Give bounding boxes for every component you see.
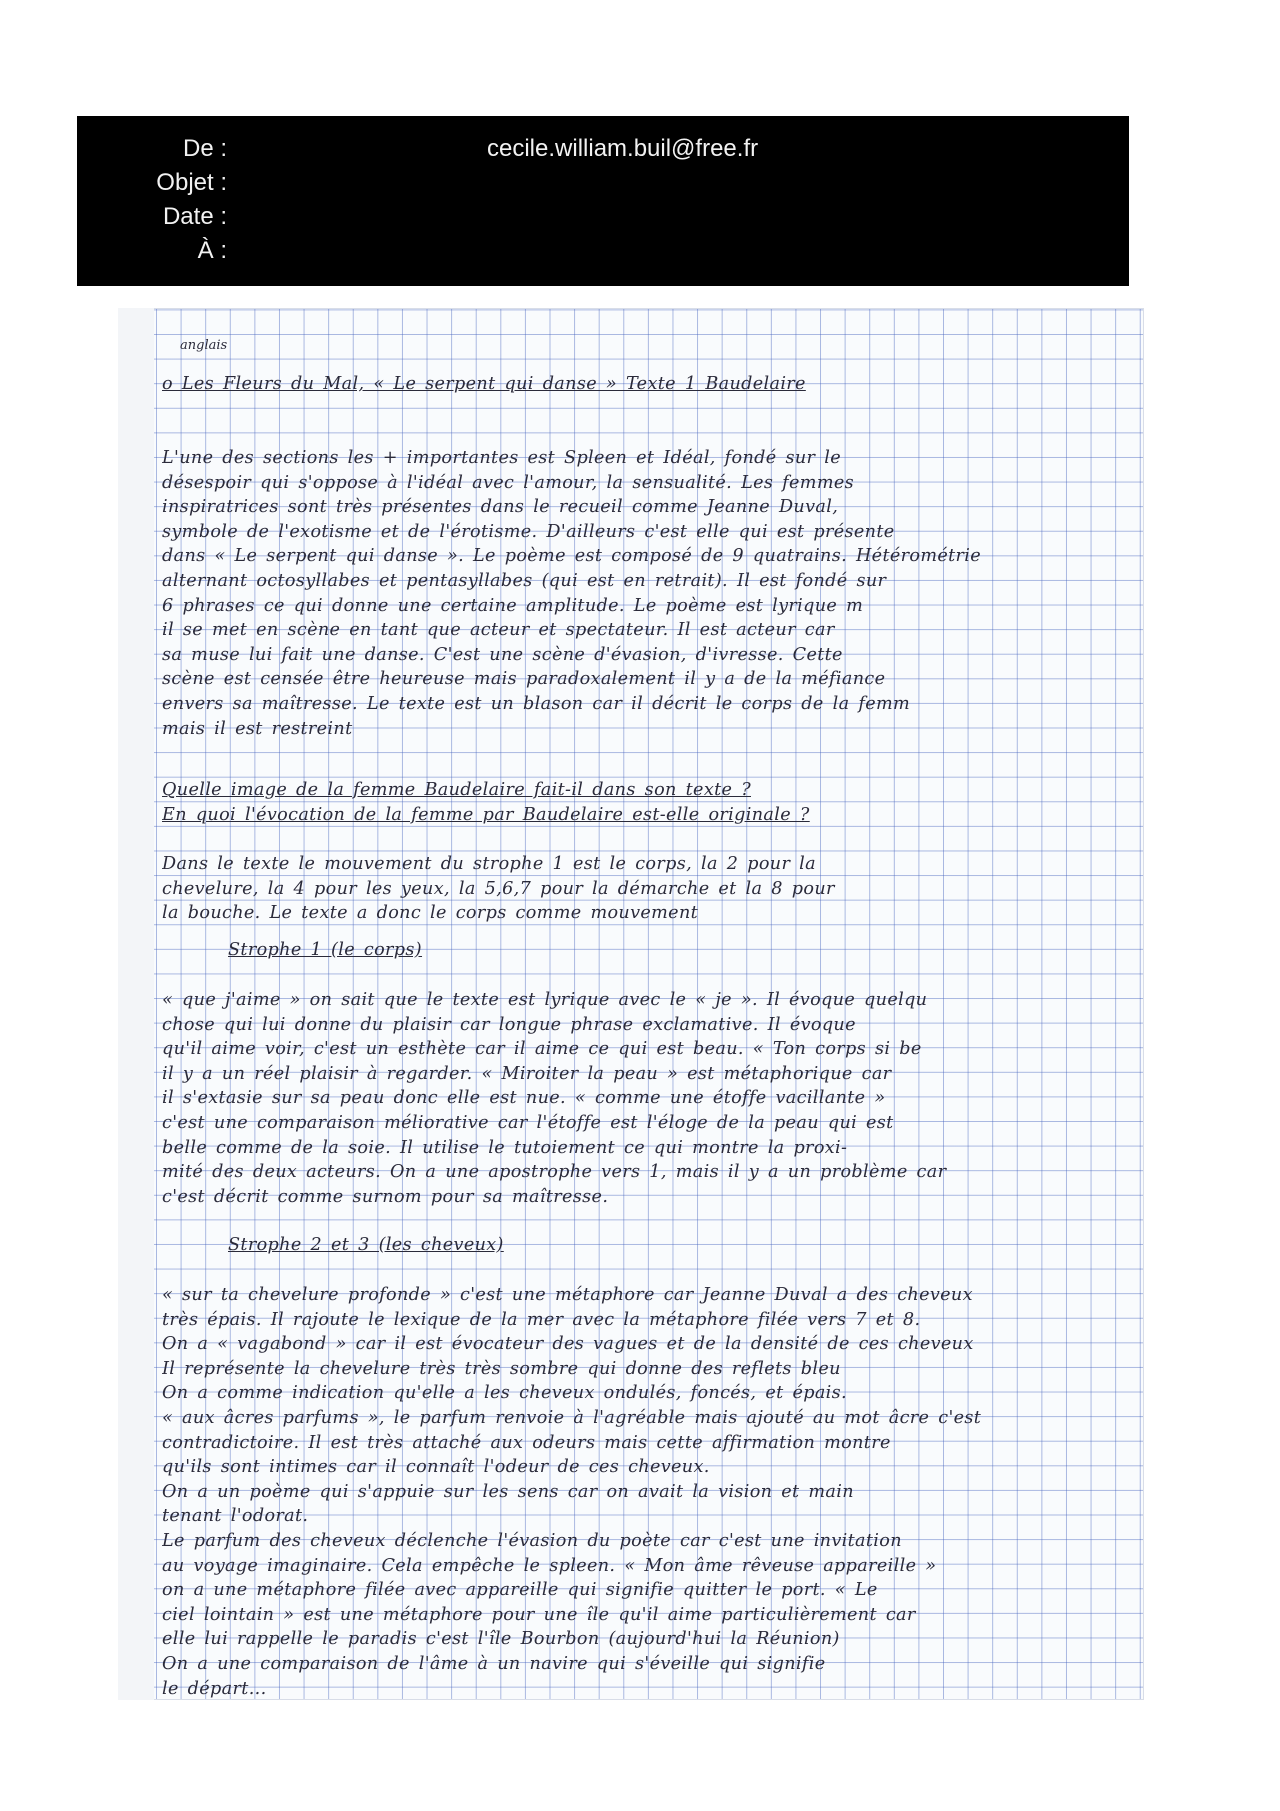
strophe-2-3-line: On a un poème qui s'appuie sur les sens car on avait la vision et main [162, 1481, 854, 1502]
strophe-2-3-line: tenant l'odorat. [162, 1506, 309, 1527]
movements-line: chevelure, la 4 pour les yeux, la 5,6,7 pour la démarche et la 8 pour [162, 878, 835, 899]
notes-title [162, 372, 1138, 397]
heading-2-text: Strophe 2 et 3 (les cheveux) [228, 1235, 504, 1255]
intro-line: L'une des sections les + importantes est Spleen et Idéal, fondé sur le [162, 448, 841, 468]
intro-line: sa muse lui fait une danse. C'est une scène d'évasion, d'ivresse. Cette [162, 644, 843, 665]
strophe-2-3-line: au voyage imaginaire. Cela empêche le spleen. « Mon âme rêveuse appareille » [162, 1555, 937, 1576]
strophe-2-3-paragraph [162, 1283, 1138, 1700]
strophe-2-3-line: ciel lointain » est une métaphore pour une île qu'il aime particulièrement car [162, 1604, 916, 1625]
strophe-1-paragraph [162, 988, 1138, 1209]
strophe-1-line: c'est une comparaison méliorative car l'étoffe est l'éloge de la peau qui est [162, 1112, 894, 1133]
strophe-1-line: il s'extasie sur sa peau donc elle est nue. « comme une étoffe vacillante » [162, 1088, 886, 1109]
movements-line: la bouche. Le texte a donc le corps comme mouvement [162, 903, 699, 924]
intro-line: alternant octosyllabes et pentasyllabes (qui est en retrait). Il est fondé sur [162, 570, 887, 591]
strophe-2-3-line: On a « vagabond » car il est évocateur des vagues et de la densité de ces cheveux [162, 1334, 974, 1355]
from-value: cecile.william.buil@free.fr [487, 135, 759, 162]
strophe-1-line: chose qui lui donne du plaisir car longue phrase exclamative. Il évoque [162, 1014, 856, 1035]
strophe-2-3-line: contradictoire. Il est très attaché aux odeurs mais cette affirmation montre [162, 1432, 891, 1453]
strophe-2-3-line: On a comme indication qu'elle a les cheveux ondulés, foncés, et épais. [162, 1383, 847, 1404]
date-label: Date : [162, 203, 227, 230]
intro-line: symbole de l'exotisme et de l'érotisme. D'ailleurs c'est elle qui est présente [162, 521, 895, 542]
strophe-2-3-line: Le parfum des cheveux déclenche l'évasion du poète car c'est une invitation [162, 1530, 902, 1551]
strophe-2-3-line: « sur ta chevelure profonde » c'est une métaphore car Jeanne Duval a des cheveux [162, 1285, 973, 1305]
heading-1-text: Strophe 1 (le corps) [228, 940, 423, 960]
heading-strophe-2-3 [228, 1233, 1138, 1258]
strophe-1-line: « que j'aime » on sait que le texte est lyrique avec le « je ». Il évoque quelqu [162, 990, 928, 1010]
intro-line: il se met en scène en tant que acteur et spectateur. Il est acteur car [162, 620, 835, 641]
intro-line: 6 phrases ce qui donne une certaine amplitude. Le poème est lyrique m [162, 595, 864, 616]
strophe-1-line: mité des deux acteurs. On a une apostrophe vers 1, mais il y a un problème car [162, 1162, 947, 1183]
strophe-2-3-line: Il représente la chevelure très très sombre qui donne des reflets bleu [162, 1358, 841, 1379]
strophe-1-line: belle comme de la soie. Il utilise le tutoiement ce qui montre la proxi- [162, 1137, 848, 1158]
subject-label: Objet : [156, 169, 227, 196]
question-line: En quoi l'évocation de la femme par Baudelaire est-elle originale ? [162, 804, 810, 825]
email-header [77, 116, 1129, 286]
intro-line: inspiratrices sont très présentes dans le recueil comme Jeanne Duval, [162, 497, 839, 518]
intro-paragraph [162, 446, 1138, 741]
movements-paragraph [162, 852, 1138, 926]
intro-line: désespoir qui s'oppose à l'idéal avec l'amour, la sensualité. Les femmes [162, 472, 855, 493]
intro-line: dans « Le serpent qui danse ». Le poème est composé de 9 quatrains. Hétérométrie [162, 546, 982, 567]
intro-line: scène est censée être heureuse mais paradoxalement il y a de la méfiance [162, 669, 886, 690]
strophe-1-line: il y a un réel plaisir à regarder. « Miroiter la peau » est métaphorique car [162, 1063, 892, 1084]
heading-strophe-1 [228, 938, 1138, 963]
strophe-1-line: c'est décrit comme surnom pour sa maîtresse. [162, 1186, 609, 1207]
strophe-2-3-line: « aux âcres parfums », le parfum renvoie à l'agréable mais ajouté au mot âcre c'est [162, 1407, 982, 1428]
movements-line: Dans le texte le mouvement du strophe 1 est le corps, la 2 pour la [162, 854, 816, 874]
intro-line: mais il est restreint [162, 718, 353, 739]
handwritten-notes-page [118, 308, 1144, 1700]
strophe-2-3-line: très épais. Il rajoute le lexique de la mer avec la métaphore filée vers 7 et 8. [162, 1309, 921, 1330]
margin-mark: anglais [180, 338, 228, 353]
strophe-2-3-line: on a une métaphore filée avec appareille qui signifie quitter le port. « Le [162, 1580, 878, 1601]
intro-line: envers sa maîtresse. Le texte est un blason car il décrit le corps de la femm [162, 693, 911, 714]
strophe-2-3-line: On a une comparaison de l'âme à un navire qui s'éveille qui signifie [162, 1653, 826, 1674]
strophe-2-3-line: elle lui rappelle le paradis c'est l'île Bourbon (aujourd'hui la Réunion) [162, 1629, 840, 1650]
from-label: De : [182, 135, 227, 162]
question-line: Quelle image de la femme Baudelaire fait-il dans son texte ? [162, 780, 751, 800]
strophe-1-line: qu'il aime voir, c'est un esthète car il aime ce qui est beau. « Ton corps si be [162, 1039, 922, 1060]
strophe-2-3-line: le départ... [162, 1678, 267, 1699]
strophe-2-3-line: qu'ils sont intimes car il connaît l'odeur de ces cheveux. [162, 1457, 710, 1478]
to-label: À : [197, 237, 227, 264]
problem-questions [162, 778, 1138, 827]
title-line: o Les Fleurs du Mal, « Le serpent qui danse » Texte 1 Baudelaire [162, 374, 806, 394]
